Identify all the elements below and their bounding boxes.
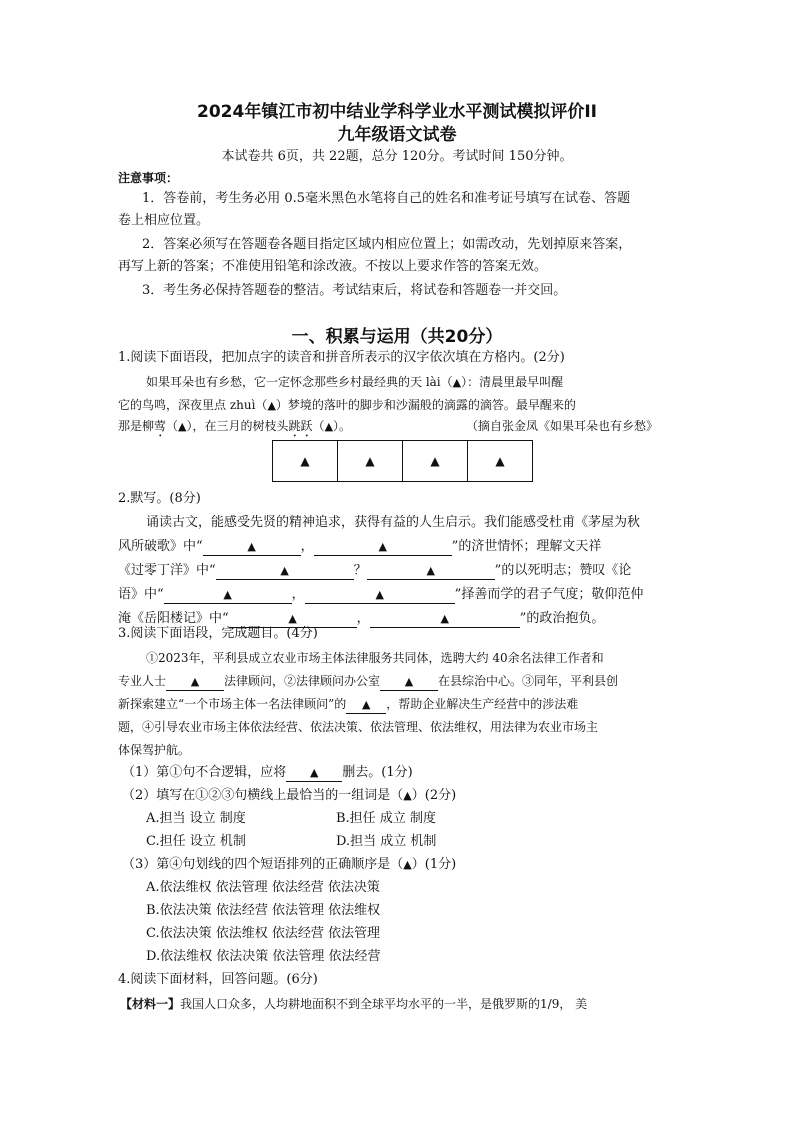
q3-option-c: C.担任 设立 机制 <box>146 834 246 849</box>
q3-stem: 3.阅读下面语段，完成题目。(4分) <box>118 626 318 641</box>
q2-line-1: 诵读古文，能感受先贤的精神追求，获得有益的人生启示。我们能感受杜甫《茅屋为秋 <box>146 515 641 530</box>
q1-source: （摘自张金凤《如果耳朵也有乡愁》 <box>466 419 659 433</box>
q3-sub-3: （3）第④句划线的四个短语排列的正确顺序是（▲）(1分) <box>122 857 457 872</box>
dictation-blank[interactable]: ▲ <box>305 587 455 604</box>
q3-para-line-5: 体保驾护航。 <box>118 743 191 757</box>
answer-mark: ▲ <box>267 399 276 412</box>
q3-sub-2: （2）填写在①②③句横线上最恰当的一组词是（▲）(2分) <box>122 788 457 803</box>
fill-blank[interactable]: ▲ <box>346 696 386 714</box>
q3-option-b: B.担任 成立 制度 <box>336 811 436 826</box>
answer-box-1[interactable]: ▲ <box>273 441 338 482</box>
q3-para-line-4: 题，④引导农业市场主体依法经营、依法决策、依法管理、依法维权，用法律为农业市场主 <box>118 720 599 734</box>
dictation-blank[interactable]: ▲ <box>203 539 301 556</box>
q1-answer-boxes <box>272 440 533 482</box>
q3-option-a: A.担当 设立 制度 <box>146 811 246 826</box>
dictation-blank[interactable]: ▲ <box>314 539 452 556</box>
exam-info: 本试卷共 6页，共 22题，总分 120分。考试时间 150分钟。 <box>221 149 573 164</box>
answer-box-4[interactable]: ▲ <box>468 441 533 482</box>
q3-para-line-2: 专业人士 ▲ 法律顾问，②法律顾问办公室 ▲ 在县综治中心。③同年，平利县创 <box>118 671 618 691</box>
dictation-blank[interactable]: ▲ <box>370 611 520 628</box>
q3-3-option-a: A.依法维权 依法管理 依法经营 依法决策 <box>146 880 380 895</box>
notice-line-1: 1．答卷前，考生务必用 0.5毫米黑色水笔将自己的姓名和准考证号填写在试卷、答题 <box>142 191 631 206</box>
q3-option-d: D.担当 成立 机制 <box>336 834 437 849</box>
q2-line-3: 《过零丁洋》中“ ▲ ？ ▲ ”的以死明志；赞叹《论 <box>118 563 632 578</box>
q3-3-option-c: C.依法决策 依法维权 依法经营 依法管理 <box>146 926 381 941</box>
q4-material-1: 【材料一】我国人口众多，人均耕地面积不到全球平均水平的一半，是俄罗斯的1/9， 美 <box>120 997 588 1011</box>
fill-blank[interactable]: ▲ <box>380 673 438 691</box>
q2-line-2: 风所破歌》中“ ▲ ， ▲ ”的济世情怀；理解文天祥 <box>118 539 602 554</box>
answer-mark: ▲ <box>178 420 187 433</box>
section-title: 一、积累与运用（共20分） <box>291 327 503 347</box>
fill-blank[interactable]: ▲ <box>286 765 342 782</box>
dictation-blank[interactable]: ▲ <box>229 611 357 628</box>
answer-mark: ▲ <box>403 858 412 871</box>
q4-stem: 4.阅读下面材料，回答问题。(6分) <box>118 972 318 987</box>
q2-line-4: 语》中“ ▲ ， ▲ ”择善而学的君子气度；敬仰范仲 <box>118 587 644 602</box>
fill-blank[interactable]: ▲ <box>166 673 224 691</box>
q1-para-line-2: 它的鸟鸣，深夜里点 zhuì（▲）梦境的落叶的脚步和沙漏般的滴露的滴答。最早醒来的 <box>118 398 576 412</box>
q3-para-line-1: ①2023年，平利县成立农业市场主体法律服务共同体，选聘大约 40余名法律工作者和 <box>146 651 604 665</box>
notice-line-3: 2．答案必须写在答题卷各题目指定区域内相应位置上；如需改动，先划掉原来答案， <box>142 237 632 252</box>
exam-subtitle: 九年级语文试卷 <box>337 125 457 145</box>
q1-para-line-3: 那是柳莺（▲），在三月的树枝头跳跃（▲）。 <box>118 419 352 433</box>
notice-heading: 注意事项： <box>118 171 179 185</box>
exam-title: 2024年镇江市初中结业学科学业水平测试模拟评价II <box>197 102 597 122</box>
q3-sub-1: （1）第①句不合逻辑，应将 ▲ 删去。(1分) <box>122 765 413 780</box>
answer-box-3[interactable]: ▲ <box>403 441 468 482</box>
q3-3-option-b: B.依法决策 依法经营 依法管理 依法维权 <box>146 903 381 918</box>
answer-mark: ▲ <box>324 420 334 433</box>
q2-line-5: 淹《岳阳楼记》中“ ▲ ， ▲ ”的政治抱负。 <box>118 611 605 626</box>
q3-para-line-3: 新探索建立“一个市场主体一名法律顾问”的 ▲ ，帮助企业解决生产经营中的涉法难 <box>118 694 578 714</box>
notice-line-5: 3．考生务必保持答题卷的整洁。考试结束后，将试卷和答题卷一并交回。 <box>142 283 567 298</box>
dictation-blank[interactable]: ▲ <box>164 587 292 604</box>
notice-line-2: 卷上相应位置。 <box>118 213 210 228</box>
answer-box-2[interactable]: ▲ <box>338 441 403 482</box>
q3-3-option-d: D.依法维权 依法决策 依法管理 依法经营 <box>146 949 381 964</box>
material-label: 【材料一】 <box>120 997 181 1011</box>
notice-line-4: 再写上新的答案；不准使用铅笔和涂改液。不按以上要求作答的答案无效。 <box>118 259 548 274</box>
answer-mark: ▲ <box>403 789 412 802</box>
q1-para-line-1: 如果耳朵也有乡愁，它一定怀念那些乡村最经典的天 lài（▲）：清晨里最早叫醒 <box>146 375 564 389</box>
dictation-blank[interactable]: ▲ <box>367 563 495 580</box>
q1-stem: 1.阅读下面语段，把加点字的读音和拼音所表示的汉字依次填在方格内。(2分) <box>118 350 565 365</box>
answer-mark: ▲ <box>452 376 462 389</box>
q2-stem: 2.默写。(8分) <box>118 491 201 506</box>
dictation-blank[interactable]: ▲ <box>216 563 354 580</box>
